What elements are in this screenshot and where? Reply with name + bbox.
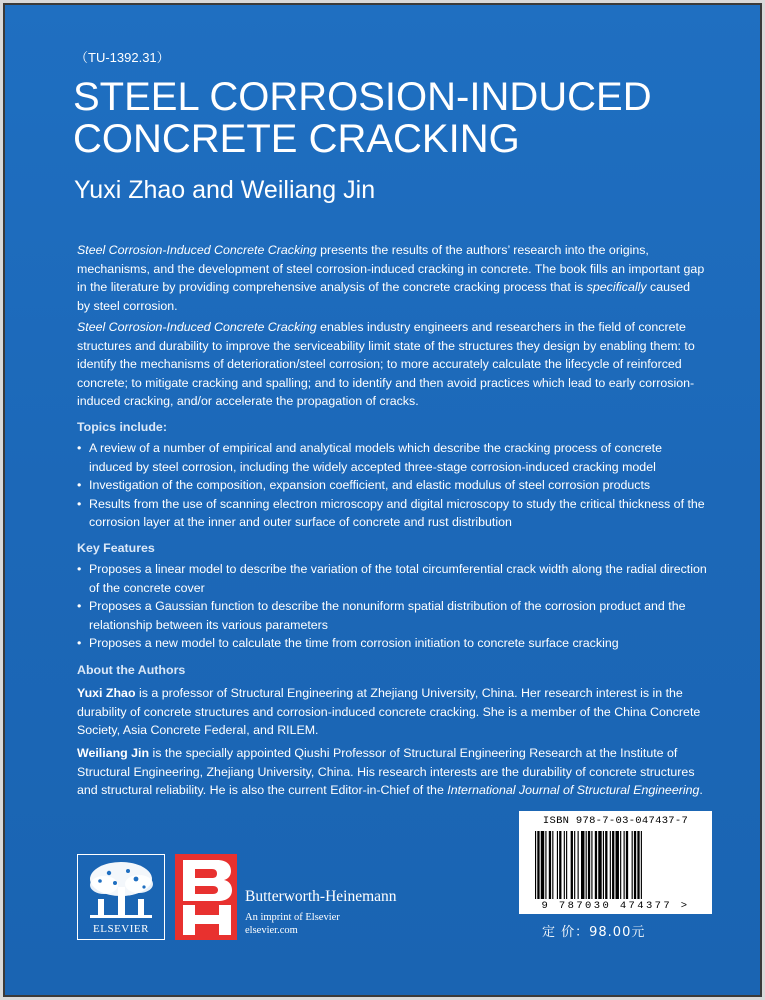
paragraph-text: enables industry engineers and researchers in the field of concrete structures and durability to improve the serviceability limit state of the structures they design by enabling them: to identify the mechanisms of deterioration/steel corrosion; to more accurately calculate the lifecycle of reinforced concrete; to mitigate cracking and spalling; and to identify and then avoid practices which lead to early corrosion-induced cracking, and/or accelerate the propagation of cracks. xyxy=(77,320,695,409)
bullet: • xyxy=(77,599,82,614)
list-item: • Investigation of the composition, expansion coefficient, and elastic modulus of steel corrosion products xyxy=(77,476,707,495)
list-item: • Proposes a Gaussian function to describe the nonuniform spatial distribution of the corrosion product and the relationship between its various parameters xyxy=(77,599,686,632)
publisher-info xyxy=(245,888,397,937)
catalog-code: （TU-1392.31） xyxy=(75,50,170,65)
butterworth-heinemann-logo xyxy=(175,854,237,940)
elsevier-wordmark: ELSEVIER xyxy=(93,923,149,935)
author-bio-1: Yuxi Zhao is a professor of Structural Engineering at Zhejiang University, China. Her research interest is in the durability of concrete structures and corrosion-induced concrete cracking. She is a member of the China Concrete Society, Asia Concrete Federal, and RILEM. xyxy=(77,686,701,738)
book-title xyxy=(73,76,713,160)
price: 定 价：98.00元 xyxy=(542,925,646,940)
bullet: • xyxy=(77,441,82,455)
topics-heading: Topics include: xyxy=(77,420,167,434)
publisher-name: Butterworth-Heinemann xyxy=(245,888,397,905)
publisher-imprint: An imprint of Elsevier xyxy=(245,912,340,923)
bullet: • xyxy=(77,496,82,511)
description-paragraph-2 xyxy=(77,318,705,411)
title-line-2: CONCRETE CRACKING xyxy=(73,117,520,161)
list-item: • Results from the use of scanning electron microscopy and digital microscopy to study the critical thickness of the corrosion layer at the inner and outer surface of concrete and rust distribution xyxy=(77,496,705,530)
book-authors: Yuxi Zhao and Weiliang Jin xyxy=(74,176,376,204)
title-line-1: STEEL CORROSION-INDUCED xyxy=(73,75,652,119)
barcode-digits: 9 787030 474377 > xyxy=(541,900,690,912)
list-item: • Proposes a new model to calculate the time from corrosion initiation to concrete surface cracking xyxy=(77,634,707,653)
bullet: • xyxy=(77,478,82,493)
key-features-list xyxy=(77,560,707,653)
about-authors-heading: About the Authors xyxy=(77,663,186,677)
bh-monogram xyxy=(175,854,237,940)
book-title-italic: Steel Corrosion-Induced Concrete Cracking xyxy=(77,320,317,334)
bullet: • xyxy=(77,636,82,651)
list-item: • Proposes a linear model to describe the variation of the total circumferential crack width along the radial direction of the concrete cover xyxy=(77,562,707,595)
book-title-italic: Steel Corrosion-Induced Concrete Cracking xyxy=(77,243,317,257)
topics-list xyxy=(77,439,707,532)
description-paragraph-1 xyxy=(77,241,705,315)
paragraph-text: presents the results of the authors’ research into the origins, mechanisms, and the development of steel corrosion-induced cracking in concrete. The book fills an important gap in the literature by providing comprehensive analysis of the concrete cracking process that is xyxy=(77,243,705,295)
paragraph-text: caused by steel corrosion. xyxy=(77,280,690,313)
author-bio-2: Weiliang Jin is the specially appointed Qiushi Professor of Structural Engineering Research at the Institute of Structural Engineering, Zhejiang University, China. His research interests are the durability of concrete structures and structural reliability. He is also the current Editor-in-Chief of the International Journal of Structural Engineering. xyxy=(77,746,703,798)
elsevier-tree-icon xyxy=(84,859,158,921)
bullet: • xyxy=(77,562,82,576)
author-name: Weiliang Jin xyxy=(77,746,150,760)
barcode-icon xyxy=(533,831,698,899)
isbn-number: ISBN 978-7-03-047437-7 xyxy=(542,815,689,827)
author-name: Yuxi Zhao xyxy=(77,686,136,700)
isbn-barcode xyxy=(519,811,712,914)
journal-name: International Journal of Structural Engineering xyxy=(447,783,700,798)
elsevier-logo xyxy=(77,854,165,940)
emphasis-text: specifically xyxy=(586,280,647,295)
publisher-logos xyxy=(77,854,417,940)
key-features-heading: Key Features xyxy=(77,541,155,555)
publisher-url: elsevier.com xyxy=(245,925,298,936)
list-item: • A review of a number of empirical and analytical models which describe the cracking process of concrete induced by steel corrosion, including the widely accepted three-stage corrosion-induced cracking model xyxy=(77,441,662,474)
